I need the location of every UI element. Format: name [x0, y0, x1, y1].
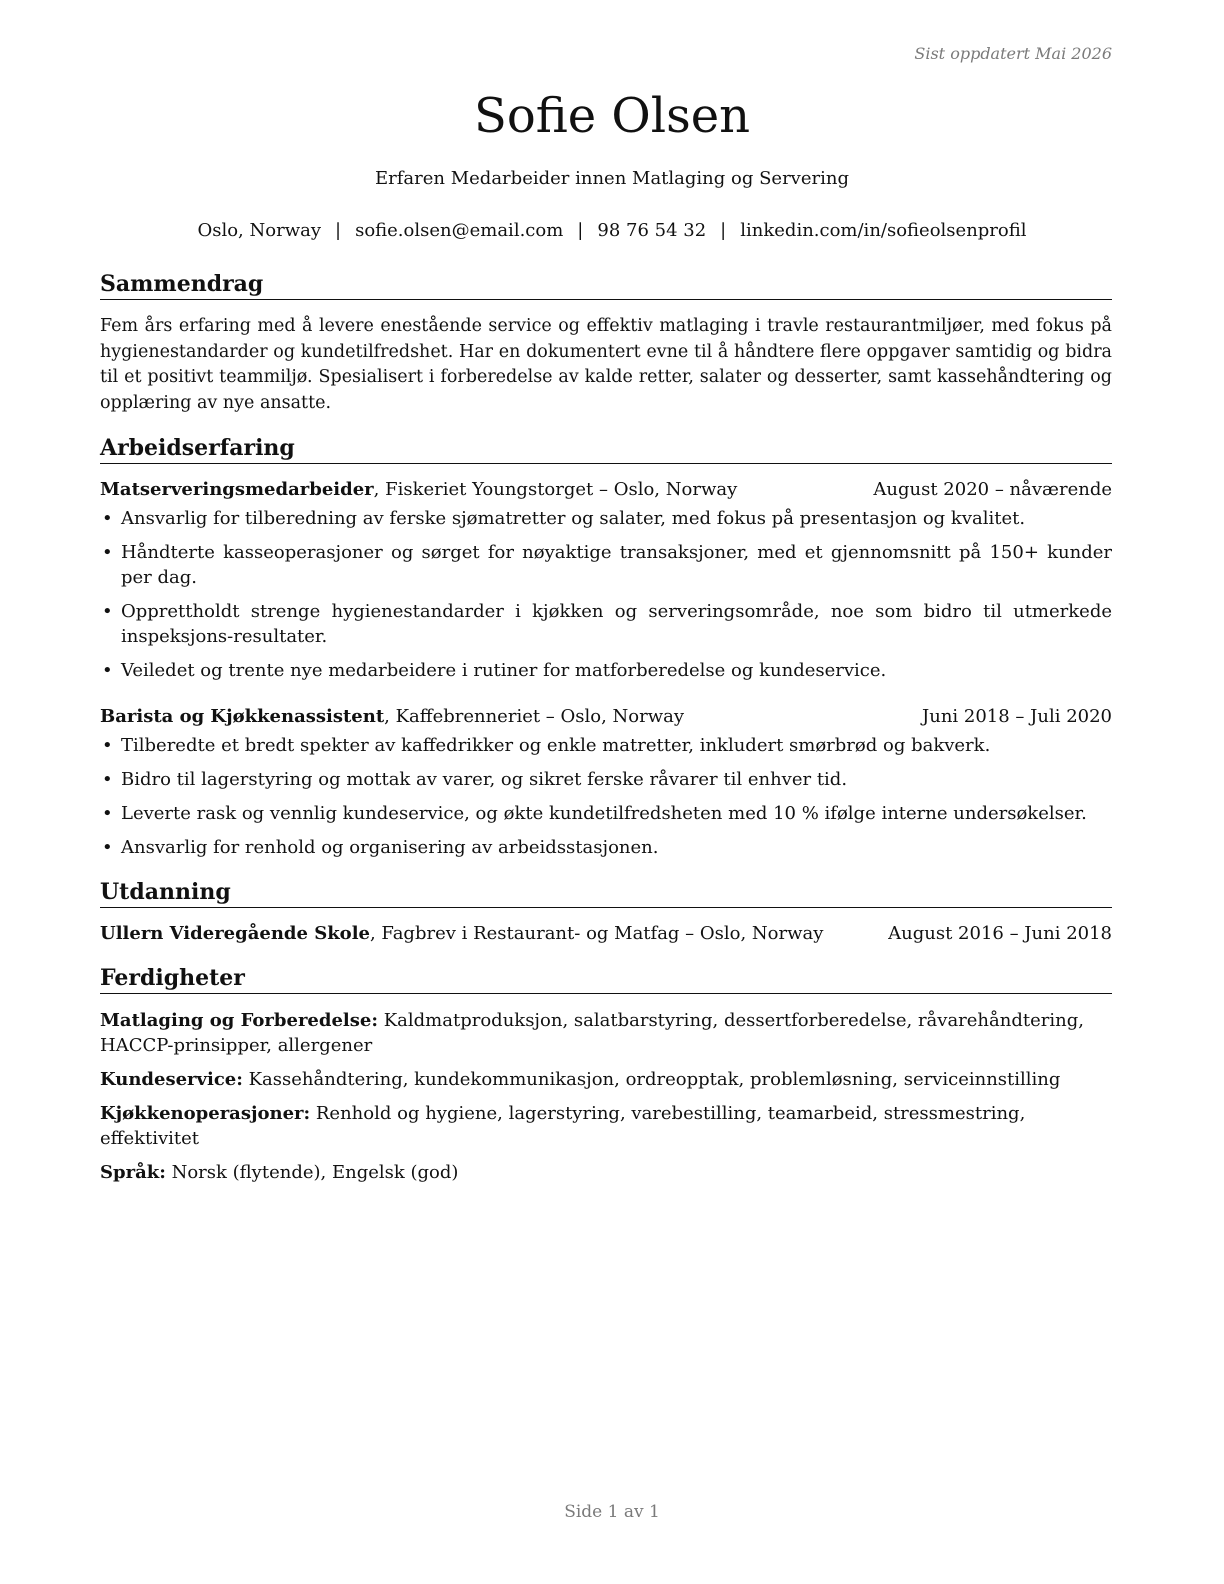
skill-label: Kjøkkenoperasjoner:	[100, 1103, 311, 1124]
skill-row	[100, 1067, 1112, 1092]
job-bullet: • Leverte rask og vennlig kundeservice, og økte kundetilfredsheten med 10 % ifølge interne undersøkelser.	[100, 801, 1112, 826]
contact-location: Oslo, Norway	[197, 220, 321, 241]
contact-linkedin[interactable]: linkedin.com/in/sofieolsenprofil	[740, 220, 1027, 241]
contact-email[interactable]: sofie.olsen@email.com	[355, 220, 564, 241]
job-dates: Juni 2018 – Juli 2020	[922, 706, 1112, 727]
job-header	[100, 705, 1112, 729]
contact-separator: |	[335, 220, 342, 241]
job-entry	[100, 478, 1112, 683]
job-title: Barista og Kjøkkenassistent	[100, 706, 385, 727]
last-updated-note: Sist oppdatert Mai 2026	[914, 44, 1112, 63]
job-header	[100, 478, 1112, 502]
education-dates: August 2016 – Juni 2018	[888, 923, 1112, 944]
job-employer: , Kaffebrenneriet – Oslo, Norway	[384, 706, 685, 727]
skill-value: Renhold og hygiene, lagerstyring, varebestilling, teamarbeid, stressmestring, effektivitet	[100, 1103, 1026, 1149]
section-title-experience: Arbeidserfaring	[100, 434, 1112, 464]
section-title-summary: Sammendrag	[100, 270, 1112, 300]
contact-separator: |	[720, 220, 727, 241]
job-bullet: • Ansvarlig for tilberedning av ferske sjømatretter og salater, med fokus på presentasjon og kvalitet.	[100, 506, 1112, 531]
job-bullet: • Bidro til lagerstyring og mottak av varer, og sikret ferske råvarer til enhver tid.	[100, 767, 1112, 792]
job-role-line	[100, 705, 684, 729]
job-bullet: • Opprettholdt strenge hygienestandarder i kjøkken og serveringsområde, noe som bidro til utmerkede inspeksjons-resultater.	[100, 599, 1112, 649]
skill-value: Kassehåndtering, kundekommunikasjon, ordreopptak, problemløsning, serviceinnstilling	[242, 1069, 1061, 1090]
job-title: Matserveringsmedarbeider	[100, 479, 374, 500]
education-detail: , Fagbrev i Restaurant- og Matfag – Oslo, Norway	[369, 923, 824, 944]
skill-value: Norsk (flytende), Engelsk (god)	[165, 1162, 459, 1183]
resume-content	[100, 270, 1112, 1194]
job-bullet: • Tilberedte et bredt spekter av kaffedrikker og enkle matretter, inkludert smørbrød og bakverk.	[100, 733, 1112, 758]
education-school: Ullern Videregående Skole	[100, 923, 370, 944]
job-bullets	[100, 733, 1112, 860]
skill-value: Kaldmatproduksjon, salatbarstyring, dessertforberedelse, råvarehåndtering, HACCP-prinsipper, allergener	[100, 1010, 1084, 1056]
contact-separator: |	[577, 220, 584, 241]
skill-label: Matlaging og Forberedelse:	[100, 1010, 378, 1031]
education-line	[100, 922, 823, 946]
page-number: Side 1 av 1	[564, 1502, 660, 1522]
section-title-education: Utdanning	[100, 878, 1112, 908]
skill-label: Kundeservice:	[100, 1069, 243, 1090]
job-dates: August 2020 – nåværende	[873, 479, 1112, 500]
job-bullet: • Håndterte kasseoperasjoner og sørget for nøyaktige transaksjoner, med et gjennomsnitt på 150+ kunder per dag.	[100, 540, 1112, 590]
job-employer: , Fiskeriet Youngstorget – Oslo, Norway	[373, 479, 738, 500]
job-bullet: • Ansvarlig for renhold og organisering av arbeidsstasjonen.	[100, 835, 1112, 860]
skill-row	[100, 1101, 1112, 1151]
candidate-name: Sofie Olsen	[473, 88, 751, 144]
section-title-skills: Ferdigheter	[100, 964, 1112, 994]
skill-row	[100, 1008, 1112, 1058]
education-entry	[100, 922, 1112, 946]
job-bullets	[100, 506, 1112, 683]
candidate-headline: Erfaren Medarbeider innen Matlaging og Servering	[375, 168, 849, 189]
skill-row	[100, 1160, 1112, 1185]
job-bullet: • Veiledet og trente nye medarbeidere i rutiner for matforberedelse og kundeservice.	[100, 658, 1112, 683]
contact-line	[0, 220, 1224, 241]
summary-text: Fem års erfaring med å levere enestående service og effektiv matlaging i travle restaurantmiljøer, med fokus på hygienestandarder og kundetilfredshet. Har en dokumentert evne til å håndtere flere oppgaver samtidig og bidra til et positivt teammiljø. Spesialisert i forberedelse av kalde retter, salater og desserter, samt kassehåndtering og opplæring av nye ansatte.	[100, 316, 1112, 413]
job-role-line	[100, 478, 737, 502]
skills-list	[100, 1008, 1112, 1185]
job-entry	[100, 705, 1112, 860]
skill-label: Språk:	[100, 1162, 166, 1183]
contact-phone: 98 76 54 32	[597, 220, 707, 241]
